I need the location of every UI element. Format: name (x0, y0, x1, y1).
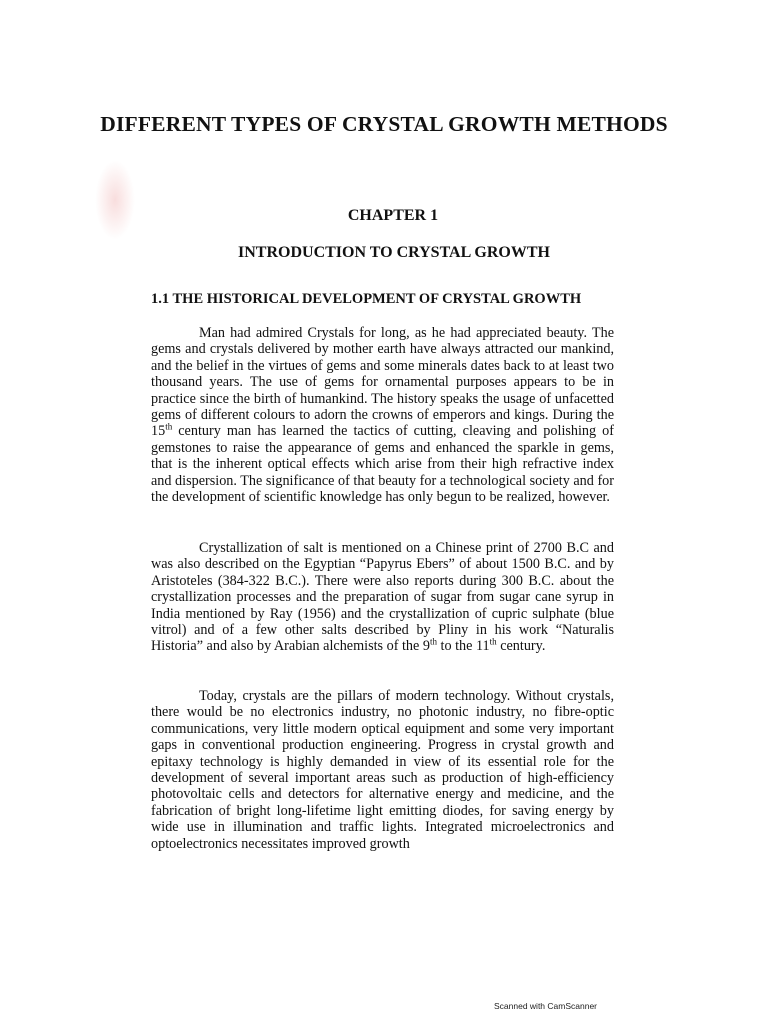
paragraph-2 (151, 540, 614, 655)
paragraph-2-superscript-1: th (429, 636, 437, 647)
paragraph-2-superscript-2: th (489, 636, 497, 647)
paragraph-1 (151, 325, 614, 505)
paragraph-1-text-a: Man had admired Crystals for long, as he had appreciated beauty. The gems and crystals delivered by mother earth have always attracted our mankind, and the belief in the virtues of gems and some minerals dates back to at least two thousand years. The use of gems for ornamental purposes appears to be in practice since the birth of humankind. The history speaks the usage of unfacetted gems of different colours to adorn the crowns of emperors and kings. During the 15 (151, 325, 614, 440)
scanner-watermark: Scanned with CamScanner (494, 1001, 598, 1011)
chapter-title: INTRODUCTION TO CRYSTAL GROWTH (238, 244, 550, 261)
paragraph-1-superscript: th (165, 421, 173, 432)
paragraph-2-text-c: century. (496, 638, 546, 655)
paragraph-1-text-b: century man has learned the tactics of cutting, cleaving and polishing of gemstones to raise the appearance of gems and enhanced the sparkle in gems, that is the inherent optical effects which arise from their high refractive index and dispersion. The significance of that beauty for a technological society and for the development of scientific knowledge has only begun to be realized, however. (151, 423, 614, 506)
document-main-title: DIFFERENT TYPES OF CRYSTAL GROWTH METHODS (100, 112, 668, 136)
section-heading: 1.1 THE HISTORICAL DEVELOPMENT OF CRYSTAL GROWTH (151, 291, 582, 307)
paragraph-3: Today, crystals are the pillars of modern technology. Without crystals, there would be no electronics industry, no photonic industry, no fibre-optic communications, very little modern optical equipment and some very important gaps in conventional production engineering. Progress in crystal growth and epitaxy technology is highly demanded in view of its essential role for the development of several important areas such as production of high-efficiency photovoltaic cells and detectors for alternative energy and medicine, and the fabrication of bright long-lifetime light emitting diodes, for saving energy by wide use in illumination and traffic lights. Integrated microelectronics and optoelectronics necessitates improved growth (151, 688, 614, 852)
chapter-number: CHAPTER 1 (347, 207, 439, 224)
paragraph-2-text-a: Crystallization of salt is mentioned on a Chinese print of 2700 B.C and was also described on the Egyptian “Papyrus Ebers” of about 1500 B.C. and by Aristoteles (384-322 B.C.). There were also reports during 300 B.C. about the crystallization processes and the preparation of sugar from sugar cane syrup in India mentioned by Ray (1956) and the crystallization of cupric sulphate (blue vitrol) and of a few other salts described by Pliny in his work “Naturalis Historia” and also by Arabian alchemists of the 9 (151, 540, 614, 655)
scan-stain-mark (95, 160, 135, 240)
paragraph-2-text-b: to the 11 (436, 638, 490, 655)
